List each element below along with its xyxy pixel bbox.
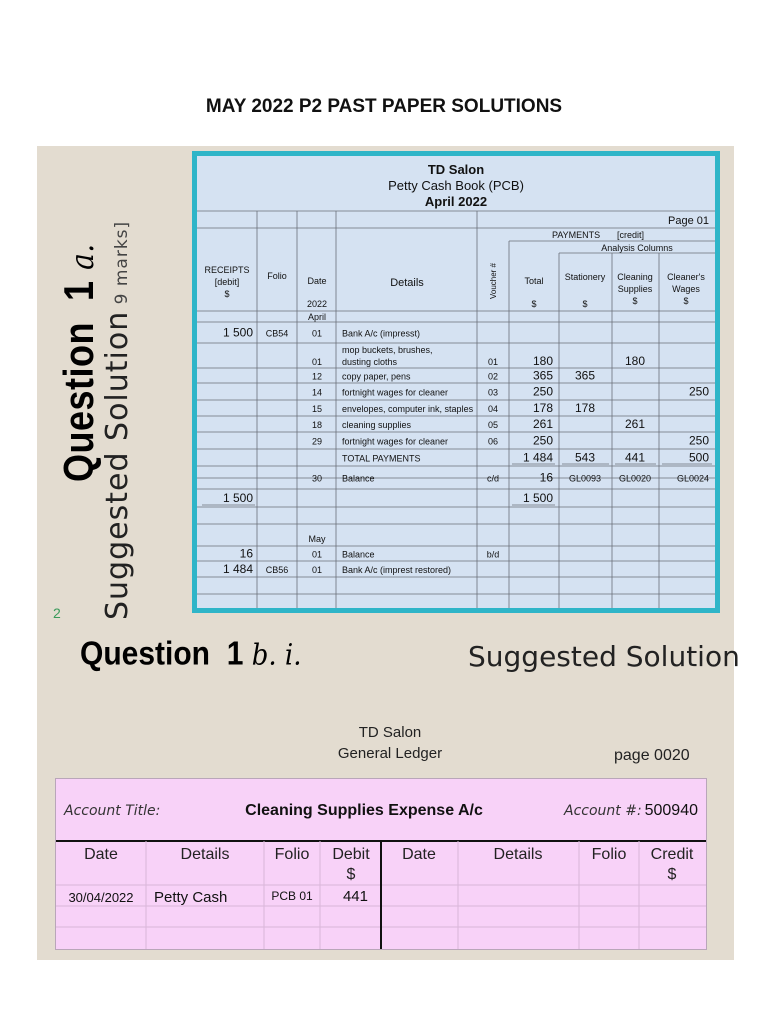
ledger-entry-debit: 441 — [342, 888, 368, 905]
pcb-cell-date: 01 — [311, 565, 323, 575]
pcb-cell-wages: GL0024 — [676, 473, 709, 484]
account-name: Cleaning Supplies Expense A/c — [245, 802, 483, 819]
account-number-label: Account #: — [564, 803, 642, 819]
ledger-entry-date: 30/04/2022 — [68, 890, 134, 905]
pcb-cell-total: 1 484 — [522, 450, 553, 465]
pcb-col-voucher: Voucher # — [489, 262, 498, 300]
pcb-col-wages-dollar: $ — [683, 296, 689, 306]
pcb-cell-stationery: 543 — [574, 450, 596, 465]
pcb-cell-folio: CB56 — [265, 565, 289, 575]
pcb-cell-wages: 250 — [688, 433, 709, 448]
pcb-cell-date: 29 — [311, 436, 323, 447]
ledger-col-folio-dr: Folio — [274, 846, 310, 863]
pcb-col-total-dollar: $ — [531, 299, 537, 309]
pcb-cell-details: Balance — [342, 473, 375, 484]
pcb-cell-voucher: c/d — [486, 473, 500, 484]
pcb-cell-date: 01 — [311, 549, 323, 560]
pcb-cell-details: fortnight wages for cleaner — [342, 436, 449, 447]
side-label-question-1a — [50, 170, 140, 620]
ledger-col-date-dr: Date — [84, 846, 118, 863]
pcb-cell-voucher: 05 — [487, 420, 499, 430]
ledger-col-debit: Debit — [332, 846, 370, 863]
pcb-col-cleaners: Cleaner's — [667, 272, 705, 282]
pcb-cell-details: Bank A/c (impresst) — [342, 328, 421, 339]
pcb-cell-details: Bank A/c (imprest restored) — [342, 565, 452, 575]
account-number: 500940 — [644, 802, 698, 819]
ledger-business-name: TD Salon — [358, 724, 422, 741]
question-1b-heading: Question 1 b. i. — [80, 636, 302, 673]
ledger-grid — [56, 779, 706, 949]
pcb-cell-voucher: 02 — [487, 371, 499, 382]
ledger-col-details-cr: Details — [493, 846, 543, 863]
pcb-col-folio: Folio — [267, 271, 287, 281]
pcb-cell-date: 30 — [311, 473, 323, 484]
pcb-col-supplies: Supplies — [617, 284, 653, 294]
pcb-col-stationery: Stationery — [564, 272, 606, 282]
pcb-cell-stationery: GL0093 — [568, 473, 602, 484]
pcb-cell-details: fortnight wages for cleaner — [342, 387, 449, 398]
pcb-col-debit: [debit] — [214, 277, 240, 287]
pcb-cell-cleaning: 441 — [624, 450, 646, 465]
ledger-col-credit: Credit — [650, 846, 694, 863]
pcb-cell-details2: dusting cloths — [342, 357, 398, 367]
pcb-cell-receipts: 1 500 — [222, 491, 253, 505]
pcb-cell-stationery: 365 — [574, 368, 596, 383]
pcb-col-cleaning-dollar: $ — [632, 296, 638, 306]
ledger-col-date-cr: Date — [402, 846, 436, 863]
pcb-cell-details: cleaning supplies — [342, 420, 412, 430]
pcb-col-stationery-dollar: $ — [582, 299, 588, 309]
ledger-heading — [300, 722, 480, 764]
petty-cash-book-frame — [192, 151, 720, 613]
ledger-entry-folio: PCB 01 — [271, 889, 313, 903]
pcb-cell-total: 250 — [532, 384, 553, 399]
pcb-col-total: Total — [524, 276, 544, 286]
pcb-cell-voucher: 04 — [487, 404, 499, 414]
pcb-credit-label: [credit] — [617, 230, 645, 240]
pcb-col-cleaning: Cleaning — [617, 272, 653, 282]
question-heading: Question 1 a. — [54, 243, 102, 482]
pcb-col-details: Details — [390, 277, 424, 289]
ledger-entry-details: Petty Cash — [154, 889, 228, 906]
pcb-cell-date: 01 — [311, 357, 323, 367]
pcb-cell-date: 01 — [311, 328, 323, 339]
pcb-cell-total: 178 — [532, 401, 553, 415]
suggested-solution-label: Suggested Solution 9 marks] — [100, 220, 135, 620]
pcb-cell-total: 250 — [532, 433, 553, 448]
pcb-month-april: April — [307, 312, 327, 322]
pcb-business-name: TD Salon — [427, 162, 485, 177]
pcb-col-date: Date — [307, 276, 327, 286]
pcb-cell-details: Balance — [342, 549, 375, 560]
ledger-col-credit-dollar: $ — [667, 866, 677, 883]
pcb-cell-folio: CB54 — [265, 328, 289, 339]
pcb-cell-details: TOTAL PAYMENTS — [342, 453, 421, 464]
pcb-title: Petty Cash Book (PCB) — [388, 178, 524, 193]
pcb-col-year: 2022 — [306, 299, 328, 309]
ledger-col-details-dr: Details — [180, 846, 230, 863]
account-title-label: Account Title: — [64, 803, 161, 819]
pcb-cell-date: 12 — [311, 371, 323, 382]
pcb-cell-total: 261 — [532, 417, 553, 431]
pcb-col-receipts: RECEIPTS — [204, 265, 250, 275]
pcb-cell-cleaning: 180 — [624, 354, 646, 368]
pcb-cell-voucher: 03 — [487, 387, 499, 398]
pcb-cell-cleaning: GL0020 — [618, 473, 652, 484]
suggested-solution-label-b: Suggested Solution — [468, 640, 740, 673]
ledger-account — [55, 778, 707, 950]
pcb-analysis-label: Analysis Columns — [601, 243, 673, 253]
document-title: MAY 2022 P2 PAST PAPER SOLUTIONS — [205, 96, 563, 117]
ledger-col-folio-cr: Folio — [591, 846, 627, 863]
pcb-cell-details: envelopes, computer ink, staples — [342, 404, 474, 414]
pcb-cell-date: 18 — [311, 420, 323, 430]
petty-cash-book — [197, 156, 715, 608]
ledger-book-name: General Ledger — [337, 745, 443, 762]
ledger-col-debit-dollar: $ — [346, 866, 356, 883]
pcb-cell-voucher: b/d — [486, 549, 500, 560]
pcb-cell-voucher: 01 — [487, 357, 499, 367]
pcb-period: April 2022 — [424, 194, 488, 209]
pcb-payments-label: PAYMENTS — [552, 230, 601, 240]
petty-cash-book-grid — [197, 156, 715, 608]
pcb-cell-total: 180 — [532, 354, 553, 368]
page-number: 2 — [53, 605, 61, 621]
pcb-cell-total: 1 500 — [522, 491, 553, 505]
pcb-cell-voucher: 06 — [487, 436, 499, 447]
pcb-cell-details: mop buckets, brushes, — [342, 345, 433, 355]
pcb-cell-date: 14 — [311, 387, 323, 398]
pcb-cell-stationery: 178 — [574, 401, 596, 415]
pcb-cell-total: 365 — [532, 368, 553, 383]
pcb-col-wages: Wages — [672, 284, 700, 294]
pcb-cell-receipts: 1 484 — [222, 562, 253, 576]
pcb-cell-receipts: 16 — [239, 546, 253, 561]
pcb-cell-date: 15 — [311, 404, 323, 414]
pcb-page-label: Page 01 — [668, 215, 709, 227]
pcb-cell-wages: 500 — [688, 450, 709, 465]
pcb-cell-details: copy paper, pens — [342, 371, 411, 382]
pcb-cell-total: 16 — [539, 470, 553, 485]
pcb-cell-cleaning: 261 — [624, 417, 646, 431]
pcb-col-dollar: $ — [224, 289, 230, 299]
pcb-cell-wages: 250 — [688, 384, 709, 399]
pcb-cell-receipts: 1 500 — [222, 325, 253, 340]
pcb-month-may: May — [308, 534, 326, 544]
ledger-page-number: page 0020 — [614, 747, 690, 764]
